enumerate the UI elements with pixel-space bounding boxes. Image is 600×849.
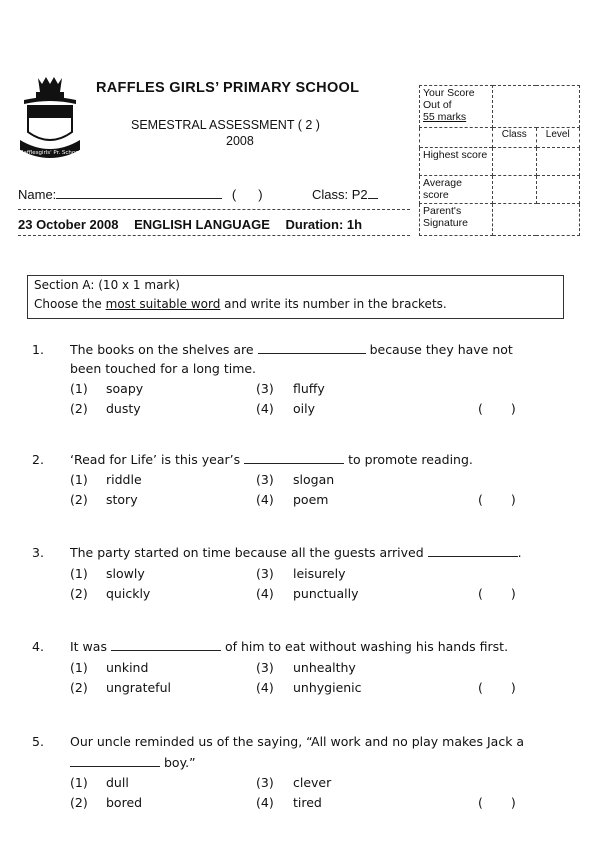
section-title: Section A: (10 x 1 mark) <box>34 278 180 292</box>
question-number: 5. <box>32 734 44 749</box>
option-text: leisurely <box>293 566 346 581</box>
option-number: (2) <box>70 401 88 416</box>
question-stem-line2: boy.” <box>70 755 196 770</box>
exam-info-row <box>18 217 362 232</box>
option-text: riddle <box>106 472 142 487</box>
option-number: (1) <box>70 660 88 675</box>
school-crest-logo <box>16 74 84 164</box>
question-stem: The party started on time because all the guests arrived . <box>70 545 522 560</box>
question-number: 1. <box>32 342 44 357</box>
option-text: unkind <box>106 660 149 675</box>
option-text: dusty <box>106 401 141 416</box>
answer-bracket: ( ) <box>478 680 516 695</box>
question-stem: ‘Read for Life’ is this year’s to promote reading. <box>70 452 473 467</box>
question-stem: Our uncle reminded us of the saying, “All work and no play makes Jack a <box>70 734 525 749</box>
option-text: quickly <box>106 586 151 601</box>
section-instructions: Choose the most suitable word and write its number in the brackets. <box>34 297 447 311</box>
divider-line <box>18 235 410 236</box>
answer-bracket: ( ) <box>478 795 516 810</box>
option-text: fluffy <box>293 381 325 396</box>
divider-line <box>18 209 410 210</box>
exam-date: 23 October 2008 <box>18 217 119 232</box>
section-a-box <box>27 275 564 319</box>
option-number: (3) <box>256 660 274 675</box>
exam-subject: ENGLISH LANGUAGE <box>134 217 270 232</box>
option-text: ungrateful <box>106 680 171 695</box>
parent-signature-label: Parent's Signature <box>420 204 493 236</box>
exam-duration: Duration: 1h <box>285 217 363 232</box>
option-text: story <box>106 492 138 507</box>
option-number: (2) <box>70 795 88 810</box>
your-score-cell: Your Score Out of 55 marks <box>420 86 493 128</box>
assessment-title: SEMESTRAL ASSESSMENT ( 2 ) <box>131 118 320 132</box>
svg-text:Rafflesgirls' Pr. School: Rafflesgirls' Pr. School <box>19 150 81 156</box>
score-table <box>419 85 580 236</box>
option-number: (3) <box>256 381 274 396</box>
name-field: Name: ( ) <box>18 187 263 202</box>
option-text: soapy <box>106 381 144 396</box>
question-number: 2. <box>32 452 44 467</box>
highest-score-label: Highest score <box>420 148 493 176</box>
option-text: slowly <box>106 566 145 581</box>
option-text: oily <box>293 401 315 416</box>
option-text: unhealthy <box>293 660 356 675</box>
class-field: Class: P2 <box>312 187 378 202</box>
question-number: 4. <box>32 639 44 654</box>
option-text: clever <box>293 775 332 790</box>
question-stem: The books on the shelves are because they have not <box>70 342 513 357</box>
assessment-year: 2008 <box>226 134 254 148</box>
answer-bracket: ( ) <box>478 401 516 416</box>
option-number: (1) <box>70 381 88 396</box>
option-number: (3) <box>256 566 274 581</box>
option-number: (4) <box>256 795 274 810</box>
question-number: 3. <box>32 545 44 560</box>
option-number: (3) <box>256 472 274 487</box>
option-text: slogan <box>293 472 335 487</box>
option-number: (1) <box>70 775 88 790</box>
option-number: (2) <box>70 680 88 695</box>
option-text: poem <box>293 492 329 507</box>
option-text: tired <box>293 795 322 810</box>
option-text: punctually <box>293 586 359 601</box>
option-text: dull <box>106 775 129 790</box>
option-number: (2) <box>70 586 88 601</box>
level-header: Level <box>536 128 580 148</box>
option-number: (3) <box>256 775 274 790</box>
answer-bracket: ( ) <box>478 586 516 601</box>
option-number: (4) <box>256 492 274 507</box>
option-number: (4) <box>256 680 274 695</box>
class-header: Class <box>493 128 537 148</box>
option-number: (1) <box>70 472 88 487</box>
option-number: (1) <box>70 566 88 581</box>
option-text: unhygienic <box>293 680 362 695</box>
answer-bracket: ( ) <box>478 492 516 507</box>
question-stem: It was of him to eat without washing his hands first. <box>70 639 509 654</box>
school-name: RAFFLES GIRLS’ PRIMARY SCHOOL <box>96 80 360 96</box>
average-score-label: Average score <box>420 176 493 204</box>
option-number: (4) <box>256 586 274 601</box>
option-text: bored <box>106 795 143 810</box>
option-number: (4) <box>256 401 274 416</box>
score-entry-cell <box>493 86 580 128</box>
option-number: (2) <box>70 492 88 507</box>
question-stem-line2: been touched for a long time. <box>70 361 257 376</box>
